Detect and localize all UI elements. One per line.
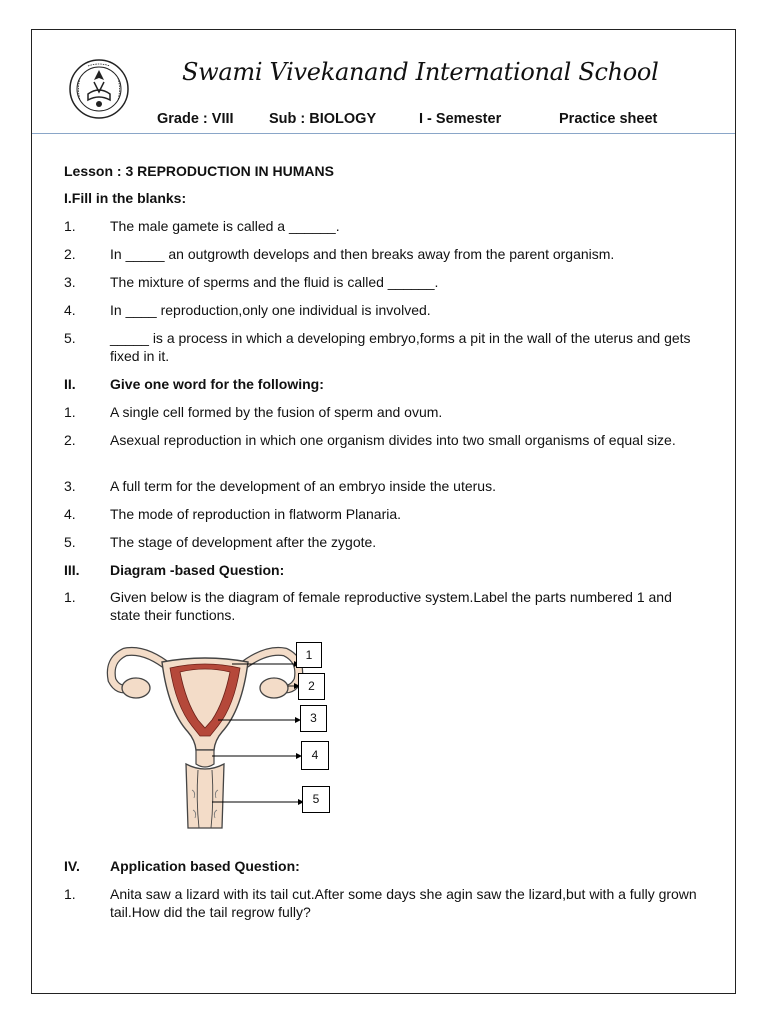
question-text: In _____ an outgrowth develops and then breaks away from the parent organism. xyxy=(110,246,615,262)
question-number: 3. xyxy=(64,274,76,290)
question-text: Asexual reproduction in which one organism divides into two small organisms of equal size. xyxy=(110,432,676,448)
lesson-title: Lesson : 3 REPRODUCTION IN HUMANS xyxy=(64,163,334,179)
question-text: In ____ reproduction,only one individual is involved. xyxy=(110,302,431,318)
section4-title: Application based Question: xyxy=(110,858,300,874)
question-number: 1. xyxy=(64,886,76,902)
diagram-label-box-3: 3 xyxy=(300,705,327,732)
question-number: 5. xyxy=(64,534,76,550)
question-number: 2. xyxy=(64,432,76,448)
diagram-label-box-5: 5 xyxy=(302,786,330,813)
diagram-label-box-1: 1 xyxy=(296,642,322,668)
question-number: 3. xyxy=(64,478,76,494)
section4-number: IV. xyxy=(64,858,80,874)
question-text: _____ is a process in which a developing embryo,forms a pit in the wall of the uterus and gets fixed in it. xyxy=(110,330,691,364)
question-number: 1. xyxy=(64,404,76,420)
school-crest-icon xyxy=(68,58,130,120)
school-name: Swami Vivekanand International School xyxy=(182,58,659,86)
subject-label: Sub : BIOLOGY xyxy=(269,111,377,127)
question-text: Anita saw a lizard with its tail cut.After some days she agin saw the lizard,but with a fully grown tail.How did the tail regrow fully? xyxy=(110,886,697,920)
section1-title: I.Fill in the blanks: xyxy=(64,190,187,206)
question-number: 2. xyxy=(64,246,76,262)
question-number: 1. xyxy=(64,589,76,605)
header-divider xyxy=(32,133,735,134)
question-text: A single cell formed by the fusion of sperm and ovum. xyxy=(110,404,443,420)
question-number: 4. xyxy=(64,506,76,522)
question-text: Given below is the diagram of female reproductive system.Label the parts numbered 1 and state their functions. xyxy=(110,589,672,623)
question-text: The mode of reproduction in flatworm Planaria. xyxy=(110,506,402,522)
question-text: The male gamete is called a ______. xyxy=(110,218,340,234)
question-text: A full term for the development of an embryo inside the uterus. xyxy=(110,478,496,494)
semester-label: I - Semester xyxy=(419,111,502,127)
section2-number: II. xyxy=(64,376,76,392)
sheet-type-label: Practice sheet xyxy=(559,111,658,127)
question-number: 1. xyxy=(64,218,76,234)
diagram-label-box-2: 2 xyxy=(298,673,325,700)
question-number: 4. xyxy=(64,302,76,318)
section3-title: Diagram -based Question: xyxy=(110,562,285,578)
section2-title: Give one word for the following: xyxy=(110,376,324,392)
grade-label: Grade : VIII xyxy=(157,111,234,127)
question-number: 5. xyxy=(64,330,76,346)
question-text: The stage of development after the zygote. xyxy=(110,534,377,550)
question-text: The mixture of sperms and the fluid is called ______. xyxy=(110,274,439,290)
diagram-label-box-4: 4 xyxy=(301,741,329,770)
section3-number: III. xyxy=(64,562,80,578)
